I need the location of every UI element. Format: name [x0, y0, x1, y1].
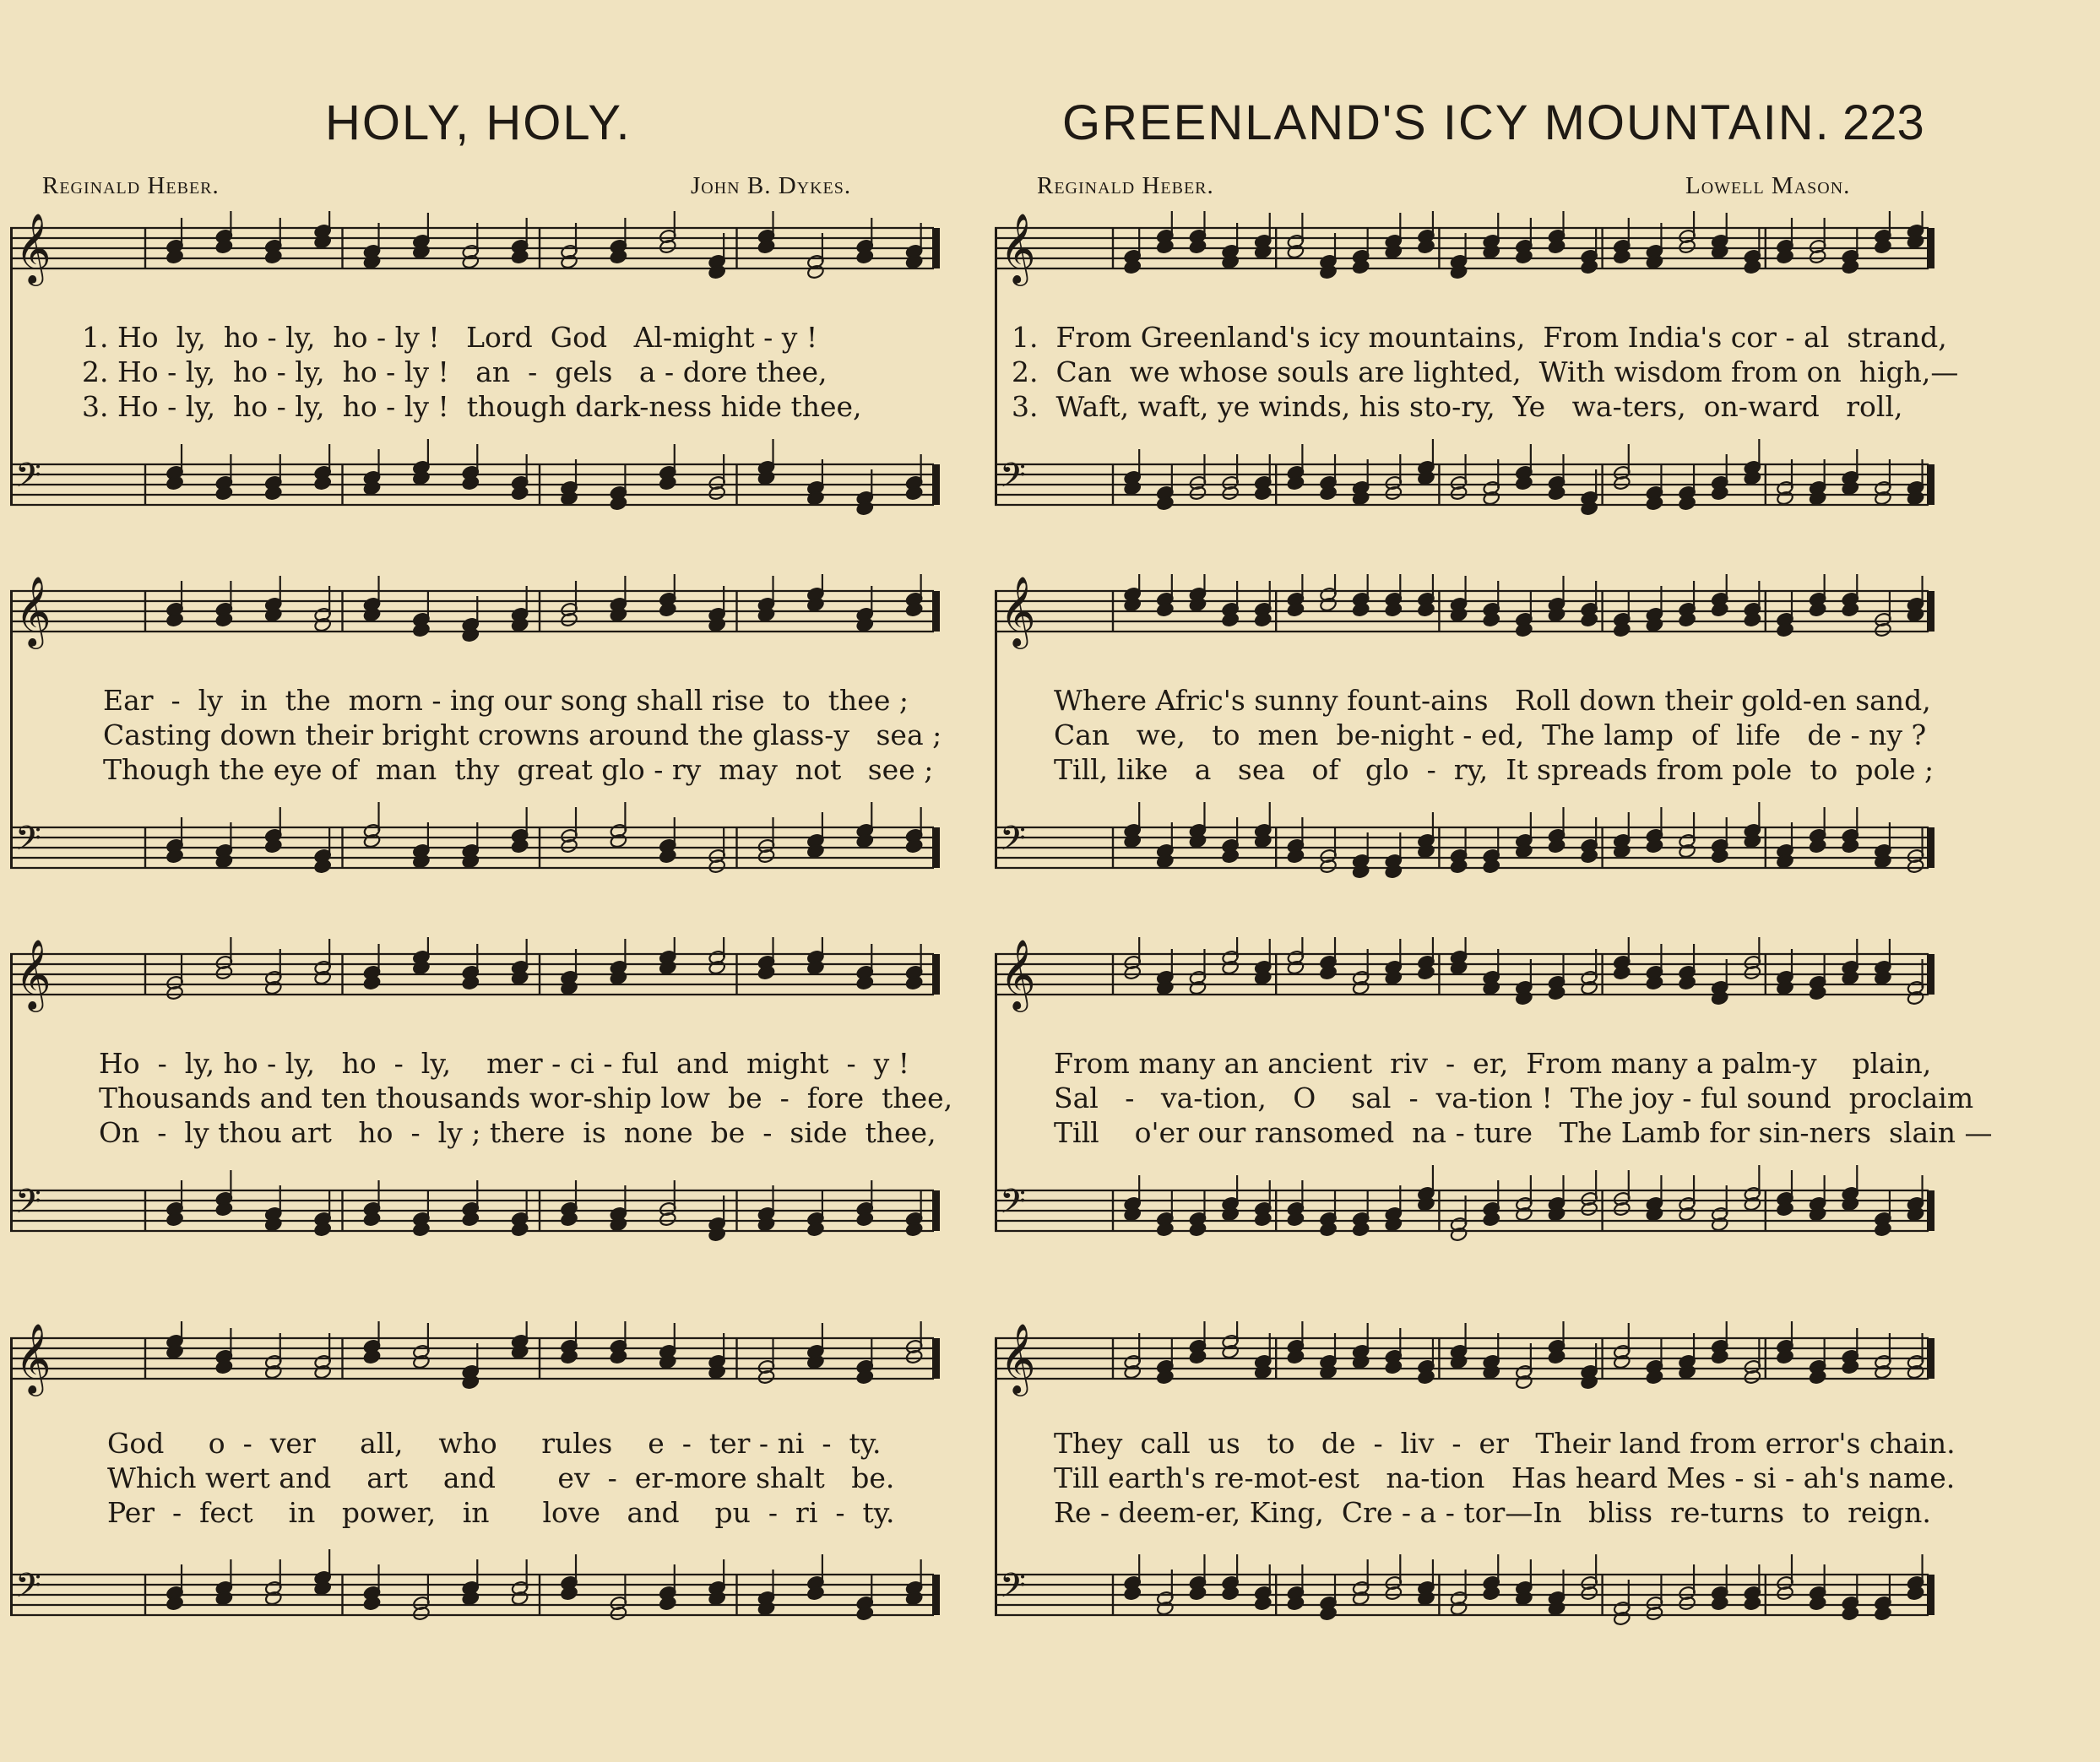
lyric-line: Sal - va-tion, O sal - va-tion ! The joy - ful sound proclaim — [1054, 1082, 1974, 1114]
right-system-4 — [995, 1321, 1956, 1676]
right-system-2 — [995, 574, 1940, 929]
lyric-line: Thousands and ten thousands wor-ship low be - fore thee, — [99, 1082, 953, 1114]
final-barline — [1927, 464, 1934, 505]
lyric-line: Casting down their bright crowns around the glass-y sea ; — [103, 718, 942, 751]
treble-clef-icon: 𝄞 — [15, 938, 52, 1009]
final-barline — [1927, 228, 1934, 268]
left-system-4 — [10, 1321, 946, 1676]
final-barline — [1927, 827, 1934, 868]
final-barline — [932, 1338, 940, 1379]
bass-clef-icon: 𝄢 — [1000, 456, 1026, 503]
lyric-line: Which wert and art and ev - er-more shalt be. — [107, 1461, 895, 1494]
bass-clef-icon: 𝄢 — [15, 1182, 41, 1229]
right-hymn-author: Reginald Heber. — [1037, 172, 1214, 199]
lyric-line: Where Afric's sunny fount-ains Roll down their gold-en sand, — [1054, 684, 1931, 717]
lyric-line: They call us to de - liv - er Their land from error's chain. — [1054, 1427, 1956, 1460]
bass-clef-icon: 𝄢 — [1000, 1566, 1026, 1613]
final-barline — [932, 228, 940, 268]
left-hymn-composer: John B. Dykes. — [691, 172, 852, 199]
treble-clef-icon: 𝄞 — [15, 1322, 52, 1393]
treble-clef-icon: 𝄞 — [1000, 938, 1036, 1009]
left-hymn-title: HOLY, HOLY. — [325, 95, 632, 150]
final-barline — [1927, 1575, 1934, 1615]
final-barline — [1927, 954, 1934, 995]
right-hymn-title: GREENLAND'S ICY MOUNTAIN. — [1062, 95, 1831, 150]
lyric-line: 3. Waft, waft, ye winds, his sto-ry, Ye wa-ters, on-ward roll, — [1012, 390, 1903, 423]
lyric-line: 2. Ho - ly, ho - ly, ho - ly ! an - gels a - dore thee, — [82, 355, 828, 388]
treble-clef-icon: 𝄞 — [1000, 212, 1036, 283]
lyric-line: From many an ancient riv - er, From many a palm-y plain, — [1054, 1047, 1932, 1080]
left-hymn-author: Reginald Heber. — [42, 172, 220, 199]
lyric-line: Till o'er our ransomed na - ture The Lamb for sin-ners slain — — [1054, 1116, 1993, 1149]
left-system-1 — [10, 211, 946, 566]
treble-clef-icon: 𝄞 — [15, 575, 52, 646]
right-hymn-composer: Lowell Mason. — [1685, 172, 1851, 199]
lyric-line: 2. Can we whose souls are lighted, With wisdom from on high,— — [1012, 355, 1959, 388]
bass-clef-icon: 𝄢 — [15, 1566, 41, 1613]
lyric-line: 1. From Greenland's icy mountains, From India's cor - al strand, — [1012, 321, 1947, 354]
lyric-line: Till earth's re-mot-est na-tion Has heard Mes - si - ah's name. — [1054, 1461, 1956, 1494]
final-barline — [1927, 1338, 1934, 1379]
lyric-line: God o - ver all, who rules e - ter - ni - ty. — [107, 1427, 882, 1460]
left-system-3 — [10, 937, 953, 1292]
lyric-line: On - ly thou art ho - ly ; there is none be - side thee, — [99, 1116, 936, 1149]
lyric-line: 1. Ho ly, ho - ly, ho - ly ! Lord God Al-might - y ! — [82, 321, 818, 354]
bass-clef-icon: 𝄢 — [1000, 1182, 1026, 1229]
right-system-1 — [995, 211, 1959, 566]
final-barline — [1927, 1190, 1934, 1231]
treble-clef-icon: 𝄞 — [15, 212, 52, 283]
final-barline — [932, 591, 940, 632]
treble-clef-icon: 𝄞 — [1000, 1322, 1036, 1393]
lyric-line: Ho - ly, ho - ly, ho - ly, mer - ci - ful and might - y ! — [99, 1047, 909, 1080]
page-number: 223 — [1842, 95, 1924, 150]
bass-clef-icon: 𝄢 — [15, 456, 41, 503]
bass-clef-icon: 𝄢 — [15, 819, 41, 866]
final-barline — [932, 1190, 940, 1231]
treble-clef-icon: 𝄞 — [1000, 575, 1036, 646]
right-system-3 — [995, 937, 1993, 1292]
final-barline — [932, 464, 940, 505]
final-barline — [932, 1575, 940, 1615]
lyric-line: Till, like a sea of glo - ry, It spreads from pole to pole ; — [1054, 753, 1934, 786]
lyric-line: Though the eye of man thy great glo - ry may not see ; — [103, 753, 934, 786]
left-system-2 — [10, 574, 946, 929]
lyric-line: Ear - ly in the morn - ing our song shall rise to thee ; — [103, 684, 909, 717]
final-barline — [1927, 591, 1934, 632]
bass-clef-icon: 𝄢 — [1000, 819, 1026, 866]
lyric-line: Re - deem-er, King, Cre - a - tor—In bliss re-turns to reign. — [1054, 1496, 1931, 1529]
final-barline — [932, 954, 940, 995]
final-barline — [932, 827, 940, 868]
lyric-line: Per - fect in power, in love and pu - ri - ty. — [107, 1496, 895, 1529]
lyric-line: 3. Ho - ly, ho - ly, ho - ly ! though dark-ness hide thee, — [82, 390, 862, 423]
lyric-line: Can we, to men be-night - ed, The lamp of life de - ny ? — [1054, 718, 1927, 751]
